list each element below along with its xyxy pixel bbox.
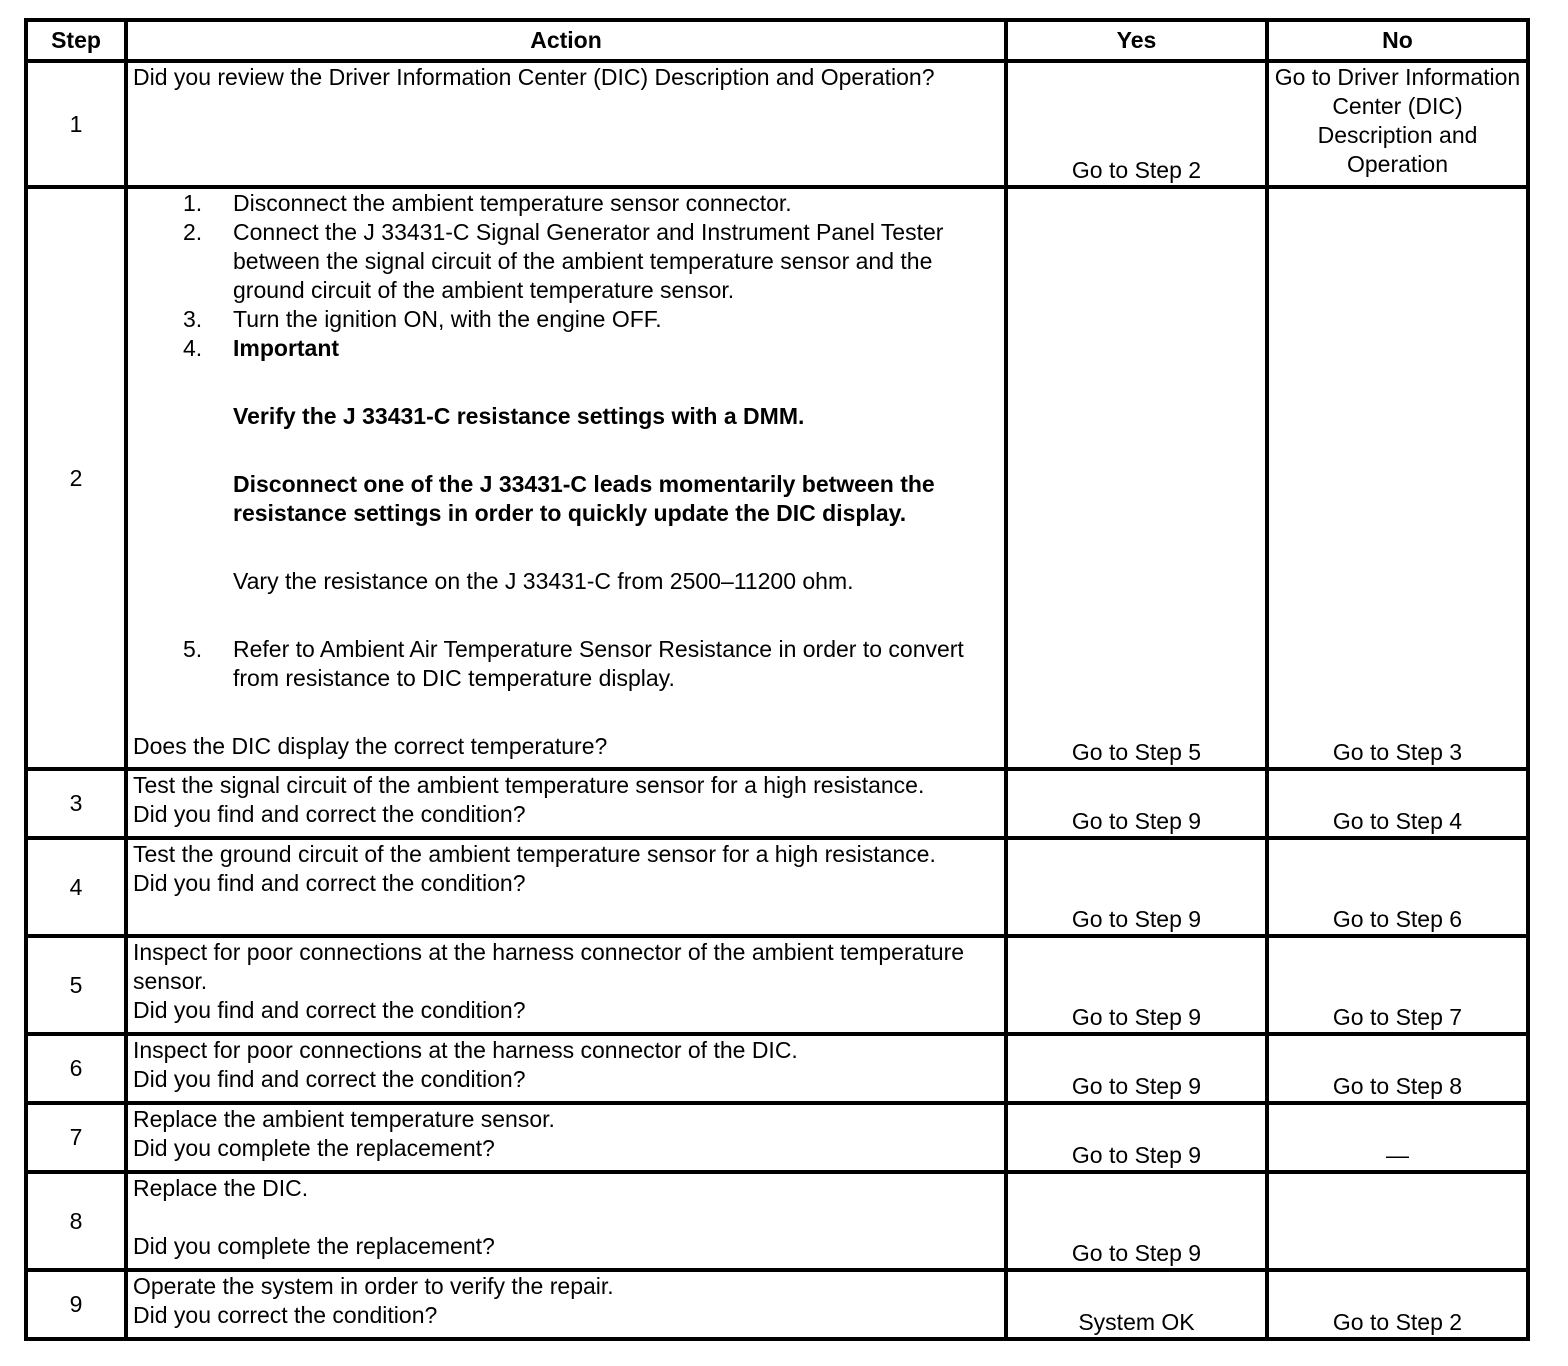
step-number: 8: [26, 1172, 126, 1270]
table-row: [26, 1172, 1528, 1270]
header-step: Step: [26, 20, 126, 61]
step-number: 4: [26, 838, 126, 936]
action-question: Did you find and correct the condition?: [133, 997, 526, 1023]
important-title: Important: [233, 335, 340, 361]
table-row: [26, 61, 1528, 187]
header-no: No: [1267, 20, 1528, 61]
step-number: 3: [26, 769, 126, 838]
table-row: [26, 1034, 1528, 1103]
table-row: [26, 187, 1528, 769]
substep-number: 4.: [183, 335, 203, 361]
no-cell: [1267, 1172, 1528, 1270]
substep-item: [133, 334, 999, 635]
action-text: Inspect for poor connections at the harness connector of the DIC.: [133, 1037, 798, 1063]
step-number: 7: [26, 1103, 126, 1172]
diagnostic-table: [24, 18, 1530, 1341]
substep-number: 1.: [183, 190, 203, 216]
table-row: [26, 1270, 1528, 1339]
action-question: Did you complete the replacement?: [133, 1233, 495, 1259]
no-cell: Go to Driver Information Center (DIC) Description and Operation: [1267, 61, 1528, 187]
substep-text: Connect the J 33431-C Signal Generator and Instrument Panel Tester between the signal circuit of the ambient temperature sensor and the ground circuit of the ambient temperature sensor.: [233, 219, 944, 303]
no-cell: Go to Step 2: [1267, 1270, 1528, 1339]
no-cell: Go to Step 3: [1267, 187, 1528, 769]
header-yes: Yes: [1006, 20, 1267, 61]
substep-item: [133, 305, 999, 334]
action-cell: [126, 1172, 1006, 1270]
action-question: Does the DIC display the correct temperature?: [133, 733, 608, 759]
yes-cell: Go to Step 9: [1006, 1103, 1267, 1172]
no-cell: Go to Step 4: [1267, 769, 1528, 838]
substep-item: [133, 218, 999, 305]
action-text: Replace the DIC.: [133, 1175, 309, 1201]
no-cell: Go to Step 7: [1267, 936, 1528, 1034]
substep-number: 3.: [183, 306, 203, 332]
action-cell: [126, 1270, 1006, 1339]
substep-list: [133, 189, 999, 693]
important-note: Verify the J 33431-C resistance settings with a DMM.: [233, 403, 805, 429]
header-row: [26, 20, 1528, 61]
action-text: Did you review the Driver Information Center (DIC) Description and Operation?: [133, 64, 935, 90]
yes-cell: Go to Step 9: [1006, 1172, 1267, 1270]
header-action: Action: [126, 20, 1006, 61]
action-cell: [126, 1034, 1006, 1103]
action-cell: [126, 769, 1006, 838]
yes-cell: Go to Step 9: [1006, 838, 1267, 936]
no-cell: —: [1267, 1103, 1528, 1172]
action-question: Did you find and correct the condition?: [133, 1066, 526, 1092]
action-text: Inspect for poor connections at the harness connector of the ambient temperature sensor.: [133, 939, 965, 994]
yes-cell: System OK: [1006, 1270, 1267, 1339]
substep-item: [133, 635, 999, 693]
step-number: 6: [26, 1034, 126, 1103]
action-cell: [126, 61, 1006, 187]
action-cell: [126, 187, 1006, 769]
action-cell: [126, 1103, 1006, 1172]
important-note: Disconnect one of the J 33431-C leads momentarily between the resistance settings in order to quickly update the DIC display.: [233, 471, 935, 526]
action-question: Did you correct the condition?: [133, 1302, 438, 1328]
step-number: 2: [26, 187, 126, 769]
table-row: [26, 769, 1528, 838]
action-text: Test the signal circuit of the ambient temperature sensor for a high resistance.: [133, 772, 925, 798]
step-number: 5: [26, 936, 126, 1034]
yes-cell: Go to Step 9: [1006, 1034, 1267, 1103]
action-cell: [126, 936, 1006, 1034]
yes-cell: Go to Step 5: [1006, 187, 1267, 769]
table-row: [26, 936, 1528, 1034]
table-row: [26, 838, 1528, 936]
substep-item: [133, 189, 999, 218]
yes-cell: Go to Step 9: [1006, 769, 1267, 838]
substep-text: Turn the ignition ON, with the engine OFF.: [233, 306, 662, 332]
action-question: Did you find and correct the condition?: [133, 801, 526, 827]
action-cell: [126, 838, 1006, 936]
no-cell: Go to Step 6: [1267, 838, 1528, 936]
diagnostic-table-container: [24, 18, 1530, 1341]
substep-text: Vary the resistance on the J 33431-C from 2500–11200 ohm.: [233, 568, 854, 594]
no-cell: Go to Step 8: [1267, 1034, 1528, 1103]
step-number: 1: [26, 61, 126, 187]
substep-number: 5.: [183, 636, 203, 662]
step-number: 9: [26, 1270, 126, 1339]
yes-cell: Go to Step 9: [1006, 936, 1267, 1034]
yes-cell: Go to Step 2: [1006, 61, 1267, 187]
substep-text: Disconnect the ambient temperature sensor connector.: [233, 190, 792, 216]
action-text: Replace the ambient temperature sensor.: [133, 1106, 555, 1132]
table-row: [26, 1103, 1528, 1172]
action-text: Operate the system in order to verify the repair.: [133, 1273, 614, 1299]
substep-text: Refer to Ambient Air Temperature Sensor Resistance in order to convert from resistance to DIC temperature display.: [233, 636, 964, 691]
action-text: Test the ground circuit of the ambient temperature sensor for a high resistance.: [133, 841, 936, 867]
action-question: Did you find and correct the condition?: [133, 870, 526, 896]
action-question: Did you complete the replacement?: [133, 1135, 495, 1161]
substep-number: 2.: [183, 219, 203, 245]
